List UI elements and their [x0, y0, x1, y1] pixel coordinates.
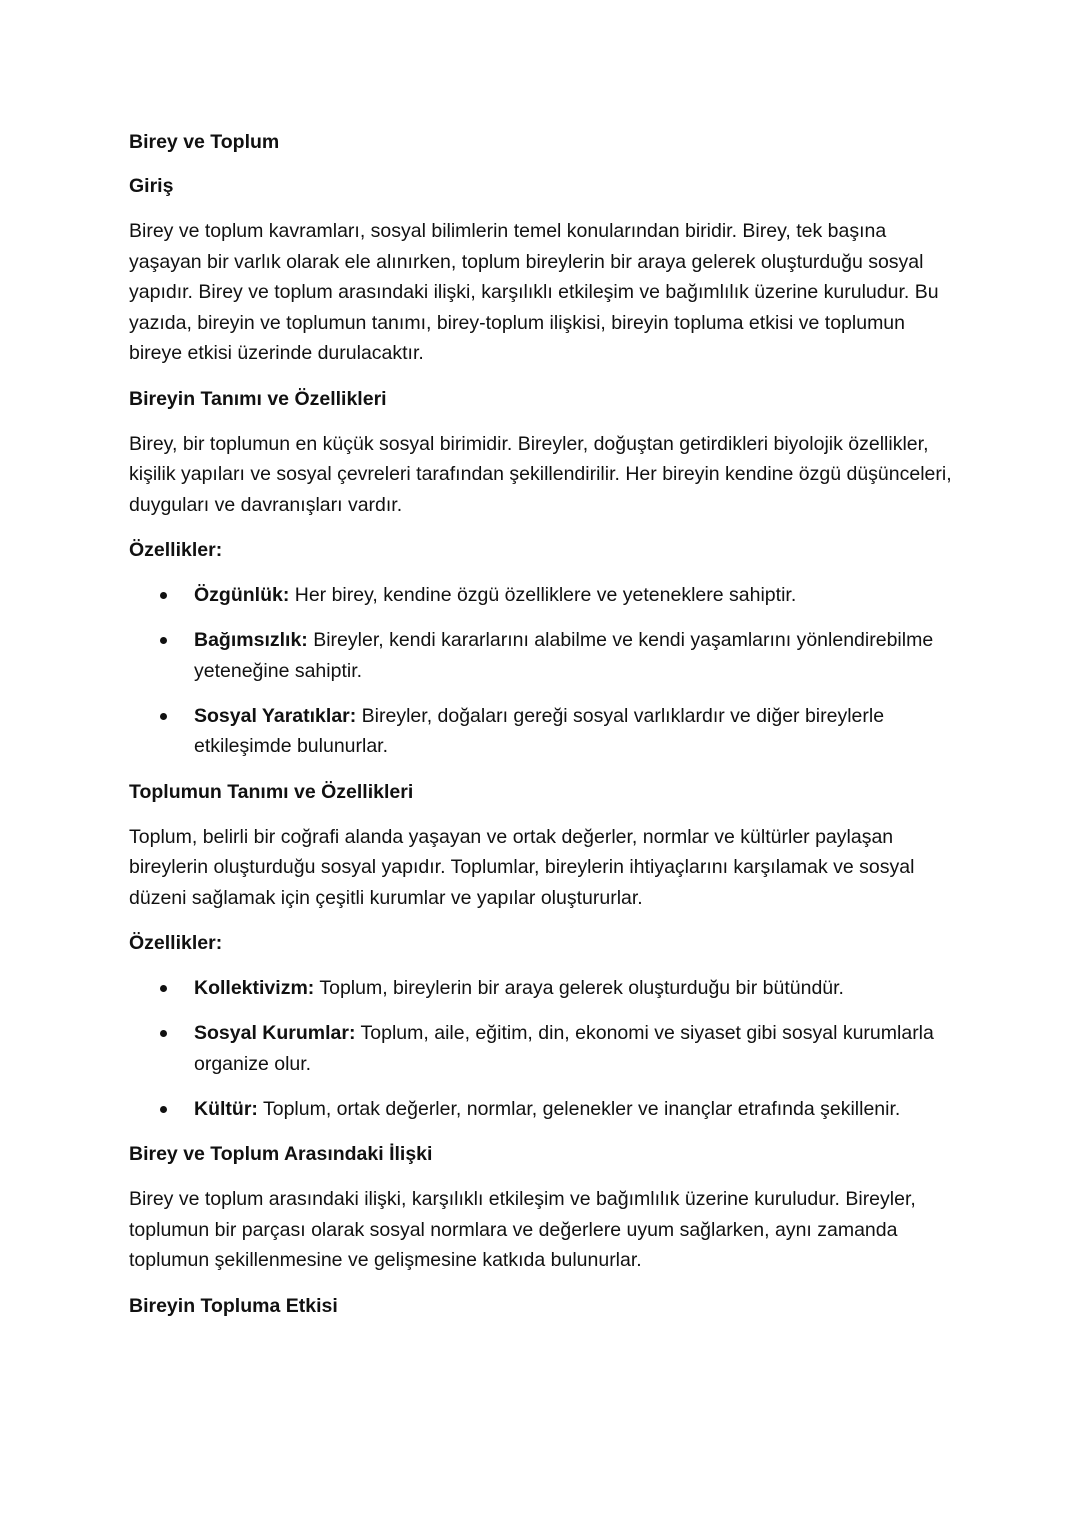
section-heading-toplum: Toplumun Tanımı ve Özellikleri — [129, 780, 414, 803]
list-item — [129, 1018, 959, 1079]
paragraph-iliski: Birey ve toplum arasındaki ilişki, karşılıklı etkileşim ve bağımlılık üzerine kuruludur. Bireyler, toplumun bir parçası olarak sosyal normlara ve değerlere uyum sağlarken, aynı zamanda toplumun şekillenmesine ve gelişmesine katkıda bulunurlar. — [129, 1188, 916, 1271]
feature-list-toplum — [129, 973, 959, 1124]
feature-term: Sosyal Yaratıklar: — [194, 704, 357, 727]
feature-term: Bağımsızlık: — [194, 629, 308, 651]
section-heading-giris: Giriş — [129, 175, 174, 197]
section-heading-iliski: Birey ve Toplum Arasındaki İlişki — [129, 1143, 433, 1165]
list-item — [129, 625, 959, 686]
list-item — [129, 580, 959, 611]
bullet-icon — [160, 985, 167, 992]
feature-text: Bireyler, kendi kararlarını alabilme ve kendi yaşamlarını yönlendirebilme yeteneğine sahiptir. — [194, 629, 934, 682]
features-label-toplum: Özellikler: — [129, 932, 223, 954]
document-page — [129, 127, 959, 1321]
section-heading-etki: Bireyin Topluma Etkisi — [129, 1294, 338, 1317]
features-label-birey: Özellikler: — [129, 539, 223, 561]
list-item — [129, 973, 959, 1004]
paragraph-toplum: Toplum, belirli bir coğrafi alanda yaşayan ve ortak değerler, normlar ve kültürler paylaşan bireylerin oluşturduğu sosyal yapıdır. Toplumlar, bireylerin ihtiyaçlarını karşılamak ve sosyal düzeni sağlamak için çeşitli kurumlar ve yapılar oluştururlar. — [129, 825, 915, 909]
list-item — [129, 701, 959, 762]
feature-text: Bireyler, doğaları gereği sosyal varlıklardır ve diğer bireylerle etkileşimde bulunurlar. — [194, 704, 885, 757]
feature-term: Özgünlük: — [194, 584, 290, 606]
bullet-icon — [160, 713, 167, 720]
feature-term: Sosyal Kurumlar: — [194, 1022, 356, 1044]
feature-list-birey — [129, 580, 959, 762]
feature-term: Kollektivizm: — [194, 977, 315, 999]
paragraph-giris: Birey ve toplum kavramları, sosyal bilimlerin temel konularından biridir. Birey, tek başına yaşayan bir varlık olarak ele alınırken, toplum bireylerin bir araya gelerek oluşturduğu sosyal yapıdır. Birey ve toplum arasındaki ilişki, karşılıklı etkileşim ve bağımlılık üzerine kuruludur. Bu yazıda, bireyin ve toplumun tanımı, birey-toplum ilişkisi, bireyin topluma etkisi ve toplumun bireye etkisi üzerinde durulacaktır. — [129, 220, 939, 364]
feature-text: Toplum, aile, eğitim, din, ekonomi ve siyaset gibi sosyal kurumlarla organize olur. — [194, 1022, 934, 1075]
bullet-icon — [160, 592, 167, 599]
feature-term: Kültür: — [194, 1097, 258, 1120]
feature-text: Her birey, kendine özgü özelliklere ve yeteneklere sahiptir. — [289, 584, 797, 606]
bullet-icon — [160, 1030, 167, 1037]
feature-text: Toplum, ortak değerler, normlar, gelenekler ve inançlar etrafında şekillenir. — [257, 1097, 901, 1120]
bullet-icon — [160, 1106, 167, 1113]
section-heading-birey: Bireyin Tanımı ve Özellikleri — [129, 387, 387, 410]
paragraph-birey: Birey, bir toplumun en küçük sosyal birimidir. Bireyler, doğuştan getirdikleri biyolojik özellikler, kişilik yapıları ve sosyal çevreleri tarafından şekillendirilir. Her bireyin kendine özgü düşünceleri, duyguları ve davranışları vardır. — [129, 432, 952, 516]
feature-text: Toplum, bireylerin bir araya gelerek oluşturduğu bir bütündür. — [314, 977, 844, 999]
list-item — [129, 1094, 959, 1125]
document-title: Birey ve Toplum — [129, 131, 280, 153]
bullet-icon — [160, 637, 167, 644]
